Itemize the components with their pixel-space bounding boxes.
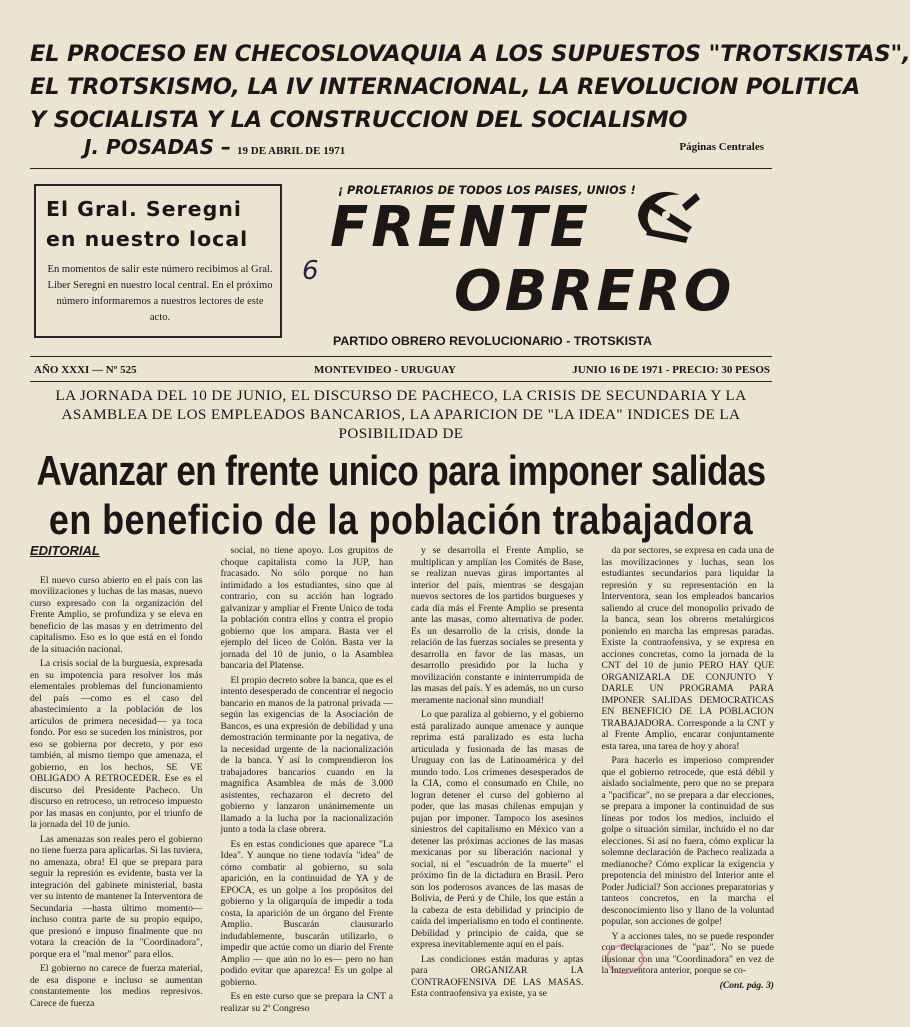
paragraph: Lo que paraliza al gobierno, y el gobierno está paralizado aunque amenace y aunque reprima está paralizado es esta lucha articulada y fusionada de las masas de Uruguay con las de Latinoamérica y del mundo todo. Los crímenes desesperados de la CIA, como el consumado en Chile, no logran detener el curso del gobierno al poder, que las masas chilenas empujan y pujan por imponer. Tampoco los asesinos siniestros del capitalismo en México van a detener las próximas acciones de las masas mexicanas por su liberación nacional y social, ni el "escuadrón de la muerte" el próximo fin de la dictadura en Brasil. Pero son los poderosos avances de las masas de Bolivia, de Perú y de Chile, los que están a la cabeza de esta debilidad y principio de caída del imperialismo en todo el continente. Debilidad y principio de caída, que se expresa inevitablemente aquí en el país. bbox=[411, 709, 584, 950]
dateline-city: MONTEVIDEO - URUGUAY bbox=[314, 364, 456, 376]
notice-body: En momentos de salir este número recibimos al Gral. Liber Seregni en nuestro local central. En el próximo número informaremos a nuestros lectores de este acto. bbox=[47, 264, 273, 323]
article-column-3 bbox=[411, 545, 584, 1020]
masthead-frente: FRENTE bbox=[330, 195, 591, 260]
article-column-2 bbox=[221, 545, 394, 1020]
byline bbox=[84, 135, 764, 163]
paragraph: Para hacerlo es imperioso comprender que el gobierno retrocede, que está débil y aislado socialmente, pero que no se prepara a "pacificar", no se prepara a dar elecciones, se prepara a imponer la continuidad de sus líneas por todos los medios, incluido el golpe o situación similar, incluido el no dar elecciones. Si así no fuera, cómo explicar la solemne declaración de Pacheco realizada a medianoche? Cómo explicar la exigencia y prepotencia del ministro del Interior ante el Poder Judicial? Son acciones preparatorias y tanteos concretos, en la marcha el desconocimiento liso y llano de la voluntad popular, son acciones de golpe! bbox=[601, 755, 774, 927]
paragraph: Las condiciones están maduras y aptas para ORGANIZAR LA CONTRAOFENSIVA DE LAS MASAS. Esta contraofensiva ya existe, ya se bbox=[411, 953, 584, 999]
rule-mid-1 bbox=[30, 356, 772, 357]
paragraph: Y a acciones tales, no se puede responder con declaraciones de "paz". No se puede ilusionar con una "Coordinadora" en vez de la Interventora anterior, porque se co- bbox=[601, 930, 774, 976]
paragraph: El nuevo curso abierto en el país con las movilizaciones y luchas de las masas, nuevo curso expresado con la organización del Frente Amplio, se profundiza y se eleva en beneficio de las masas y en detrimento del capitalismo. Eso es lo que está en el fondo de la situación nacional. bbox=[30, 574, 203, 655]
party-name: PARTIDO OBRERO REVOLUCIONARIO - TROTSKISTA bbox=[333, 334, 652, 348]
banner-line-2: EL TROTSKISMO, LA IV INTERNACIONAL, LA REVOLUCION POLITICA bbox=[30, 74, 861, 100]
paragraph: El gobierno no carece de fuerza material, de esa dispone e incluso se aumentan constantemente los medios represivos. Carece de fuerza bbox=[30, 963, 203, 1009]
notice-title-line-2: en nuestro local bbox=[46, 227, 249, 251]
rule-mid-2 bbox=[30, 381, 772, 382]
continuation-note: (Cont. pág. 3) bbox=[719, 979, 774, 991]
editorial-label: EDITORIAL bbox=[30, 543, 100, 558]
main-headline-line-2: en beneficio de la población trabajadora bbox=[48, 496, 754, 544]
paragraph: social, no tiene apoyo. Los grupitos de choque capitalista como la JUP, han fracasado. No sólo porque no han intimidado a los estudiantes, sino que al contrario, con su acción han logrado galvanizar y ampliar el Frente Unico de toda la población contra ellos y contra el propio gobierno que los ampara. Basta ver el ejemplo del liceo de Colón. Basta ver la jornada del 10 de junio, o la Asamblea bancaria del Platense. bbox=[220, 545, 393, 671]
ink-stamp bbox=[606, 944, 644, 974]
paragraph: y se desarrolla el Frente Amplio, se multiplican y amplían los Comités de Base, se realizan nuevas giras importantes al interior del país, mientras se desgajan nuevos sectores de los partidos burgueses y cada día más el Frente Amplio se presenta ante las masas, como alternativa de poder. Es un desarrollo de la crisis, donde la relación de las fuerzas sociales se presenta y desarrolla en favor de las masas, un desarrollo presidido por la lucha y movilización constante e ininterrumpida de las masas del país. Y es además, no un curso meramente nacional sino mundial! bbox=[411, 545, 584, 706]
handwritten-mark: 6 bbox=[302, 256, 319, 286]
article-column-1 bbox=[30, 545, 203, 1020]
banner-line-1: EL PROCESO EN CHECOSLOVAQUIA A LOS SUPUESTOS "TROTSKISTAS", bbox=[30, 41, 910, 67]
article-date: 19 DE ABRIL DE 1971 bbox=[237, 145, 346, 157]
kicker-headline: LA JORNADA DEL 10 DE JUNIO, EL DISCURSO DE PACHECO, LA CRISIS DE SECUNDARIA Y LA ASAMBLEA DE LOS EMPLEADOS BANCARIOS, LA APARICION DE "LA IDEA" INDICES DE LA POSIBILIDAD DE bbox=[55, 387, 747, 442]
rule-top bbox=[30, 168, 772, 169]
paragraph: Las amenazas son reales pero el gobierno no tiene fuerza para aplicarlas. Si las tuviera, no amenaza, obra! El que se prepara para seguir la represión es evidente, basta ver la integración del gabinete ministerial, basta ver su intento de mantener la Interventora de Secundaria —hasta último momento— incluso contra parte de su propio equipo, que presionó e impuso finalmente que no votara la creación de la "Coordinadora", porque era el "mal menor" para ellos. bbox=[30, 833, 203, 960]
notice-title-line-1: El Gral. Seregni bbox=[46, 197, 242, 221]
hammer-sickle-logo bbox=[630, 185, 702, 247]
notice-box bbox=[34, 184, 282, 338]
author-name: J. POSADAS – bbox=[84, 135, 231, 159]
paragraph: Es en este curso que se prepara la CNT a realizar su 2º Congreso bbox=[220, 991, 393, 1014]
pages-note: Páginas Centrales bbox=[679, 141, 764, 153]
paragraph: Es en estas condiciones que aparece "La Idea". Y aunque no tiene todavía "idea" de cómo combatir al gobierno, su sola aparición, en la continuidad de YA y de EPOCA, es un golpe a los propósitos del gobierno y la oligarquía de impedir a toda costa, la aparición de un órgano del Frente Amplio. Buscarán clausurarlo indudablemente, buscarán utilizarlo, o impedir que actúe como un diario del Frente Amplio — que aún no lo es— pero no han podido evitar que aparezca! Es un golpe al gobierno. bbox=[220, 838, 393, 988]
article-columns bbox=[30, 545, 774, 1020]
dateline bbox=[32, 362, 770, 380]
paragraph: da por sectores, se expresa en cada una de las movilizaciones y luchas, sean los estudiantes secundarios para liquidar la represión y su representación en la Interventora, sean los empleados bancarios saliendo al cruce del monopolio privado de la banca, sean los obreros metalúrgicos poniendo en marcha las empresas paradas. Existe la contraofensiva, y se expresa en acciones concretas, como la jornada de la CNT del 10 de junio PERO HAY QUE ORGANIZARLA DE CONJUNTO Y DARLE UN PROGRAMA PARA IMPONER SALIDAS DEMOCRATICAS EN BENEFICIO DE LA POBLACION TRABAJADORA. Corresponde a la CNT y al Frente Amplio, encarar conjuntamente esta tarea, una tarea de hoy y ahora! bbox=[601, 545, 774, 752]
dateline-date-price: JUNIO 16 DE 1971 - PRECIO: 30 PESOS bbox=[572, 364, 770, 376]
top-banner bbox=[30, 38, 910, 137]
paragraph: El propio decreto sobre la banca, que es el intento desesperado de concentrar el negocio bancario en manos de la patronal privada —según las exigencias de la Asociación de Bancos, es una expresión de debilidad y una demostración terminante por la negativa, de la necesidad urgente de la nacionalización de la banca. Y así lo comprendieron los trabajadores bancarios cuando en la magnífica Asamblea de más de 3.000 asistentes, rechazaron el decreto del gobierno y lanzaron unánimemente un llamado a la lucha por la nacionalización junto a toda la clase obrera. bbox=[220, 674, 393, 835]
main-headline-line-1: Avanzar en frente unico para imponer salidas bbox=[36, 448, 766, 495]
paragraph: La crisis social de la burguesía, expresada en su impotencia para resolver los más elementales problemas del funcionamiento del país —como es el caso del abastecimiento a la población de los artículos de primera necesidad— ya toca fondo. Por eso se suceden los ministros, por eso se gobierna por decreto, y por eso también, al mismo tiempo que amenaza, el gobierno, en los hechos, SE VE OBLIGADO A RETROCEDER. Ese es el discurso del Presidente Pacheco. Un discurso en retroceso, un retroceso impuesto por las masas en conjunto, por el triunfo de la jornada del 10 de junio. bbox=[30, 658, 203, 830]
issue-number: AÑO XXXI — Nº 525 bbox=[34, 364, 137, 376]
banner-line-3: Y SOCIALISTA Y LA CONSTRUCCION DEL SOCIALISMO bbox=[30, 107, 688, 133]
masthead-obrero: OBRERO bbox=[454, 259, 735, 324]
masthead-slogan: ¡ PROLETARIOS DE TODOS LOS PAISES, UNIOS ! bbox=[338, 184, 636, 197]
